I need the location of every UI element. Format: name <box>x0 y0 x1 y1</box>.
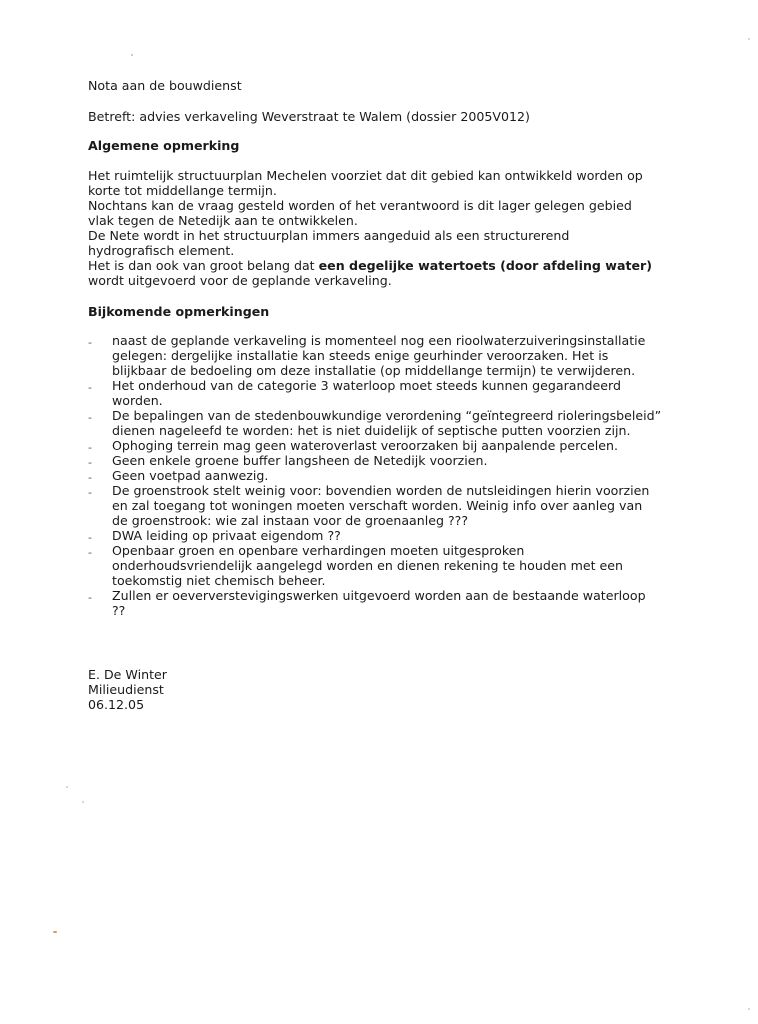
bullet-dash: - <box>88 591 92 604</box>
remark-line: en zal toegang tot woningen moeten verschaft worden. Weinig info over aanleg van <box>112 498 643 513</box>
scan-speck <box>53 931 57 933</box>
memo-recipient: Nota aan de bouwdienst <box>88 78 242 93</box>
remark-line: worden. <box>112 393 163 408</box>
bullet-dash: - <box>88 441 92 454</box>
signature-date: 06.12.05 <box>88 697 145 712</box>
remark-item <box>88 468 668 483</box>
remark-item <box>88 588 668 618</box>
scan-speck <box>66 786 68 788</box>
remark-line: dienen nageleefd te worden: het is niet duidelijk of septische putten voorzien zijn. <box>112 423 631 438</box>
bullet-dash: - <box>88 546 92 559</box>
remark-item <box>88 483 668 528</box>
bullet-dash: - <box>88 381 92 394</box>
paragraph-line: Het ruimtelijk structuurplan Mechelen voorziet dat dit gebied kan ontwikkeld worden op <box>88 168 643 183</box>
paragraph-line: De Nete wordt in het structuurplan immers aangeduid als een structurerend <box>88 228 570 243</box>
remark-item <box>88 408 668 438</box>
general-paragraph <box>88 168 668 288</box>
remark-line: blijkbaar de bedoeling om deze installatie (op middellange termijn) te verwijderen. <box>112 363 636 378</box>
remark-line: De bepalingen van de stedenbouwkundige verordening “geïntegreerd rioleringsbeleid” <box>112 408 662 423</box>
scan-speck <box>82 801 84 803</box>
remark-item <box>88 438 668 453</box>
paragraph-line: wordt uitgevoerd voor de geplande verkaveling. <box>88 273 392 288</box>
remark-item <box>88 453 668 468</box>
scan-speck <box>748 38 750 40</box>
importance-text: Het is dan ook van groot belang dat <box>88 258 319 273</box>
remark-line: ?? <box>112 603 126 618</box>
signature-block <box>88 667 668 712</box>
remark-line: de groenstrook: wie zal instaan voor de groenaanleg ??? <box>112 513 469 528</box>
remarks-list <box>88 333 668 618</box>
remark-item <box>88 378 668 408</box>
bullet-dash: - <box>88 486 92 499</box>
remark-line: gelegen: dergelijke installatie kan steeds enige geurhinder veroorzaken. Het is <box>112 348 609 363</box>
remark-line: Het onderhoud van de categorie 3 waterloop moet steeds kunnen gegarandeerd <box>112 378 621 393</box>
watertoets-emphasis: een degelijke watertoets (door afdeling water) <box>318 258 652 273</box>
remark-line: Openbaar groen en openbare verhardingen moeten uitgesproken <box>112 543 525 558</box>
remark-item <box>88 543 668 588</box>
remark-line: naast de geplande verkaveling is momenteel nog een rioolwaterzuiveringsinstallatie <box>112 333 646 348</box>
remark-line: Geen voetpad aanwezig. <box>112 468 269 483</box>
paragraph-line: vlak tegen de Netedijk aan te ontwikkelen. <box>88 213 358 228</box>
bullet-dash: - <box>88 336 92 349</box>
bullet-dash: - <box>88 471 92 484</box>
remark-line: toekomstig niet chemisch beheer. <box>112 573 326 588</box>
scan-speck <box>131 54 133 56</box>
paragraph-line: hydrografisch element. <box>88 243 235 258</box>
remark-line: Geen enkele groene buffer langsheen de Netedijk voorzien. <box>112 453 488 468</box>
remark-item <box>88 528 668 543</box>
remark-item <box>88 333 668 378</box>
paragraph-line: Nochtans kan de vraag gesteld worden of het verantwoord is dit lager gelegen gebied <box>88 198 632 213</box>
remark-line: Zullen er oeververstevigingswerken uitgevoerd worden aan de bestaande waterloop <box>112 588 646 603</box>
remark-line: DWA leiding op privaat eigendom ?? <box>112 528 341 543</box>
bullet-dash: - <box>88 531 92 544</box>
general-heading: Algemene opmerking <box>88 138 240 153</box>
paragraph-line <box>88 258 668 273</box>
paragraph-line: korte tot middellange termijn. <box>88 183 277 198</box>
signature-department: Milieudienst <box>88 682 164 697</box>
memo-subject: Betreft: advies verkaveling Weverstraat te Walem (dossier 2005V012) <box>88 109 530 124</box>
remark-line: onderhoudsvriendelijk aangelegd worden en dienen rekening te houden met een <box>112 558 623 573</box>
remark-line: Ophoging terrein mag geen wateroverlast veroorzaken bij aanpalende percelen. <box>112 438 618 453</box>
additional-heading: Bijkomende opmerkingen <box>88 304 270 319</box>
scan-speck <box>748 1008 750 1010</box>
bullet-dash: - <box>88 456 92 469</box>
bullet-dash: - <box>88 411 92 424</box>
signature-name: E. De Winter <box>88 667 167 682</box>
remark-line: De groenstrook stelt weinig voor: bovendien worden de nutsleidingen hierin voorzien <box>112 483 650 498</box>
